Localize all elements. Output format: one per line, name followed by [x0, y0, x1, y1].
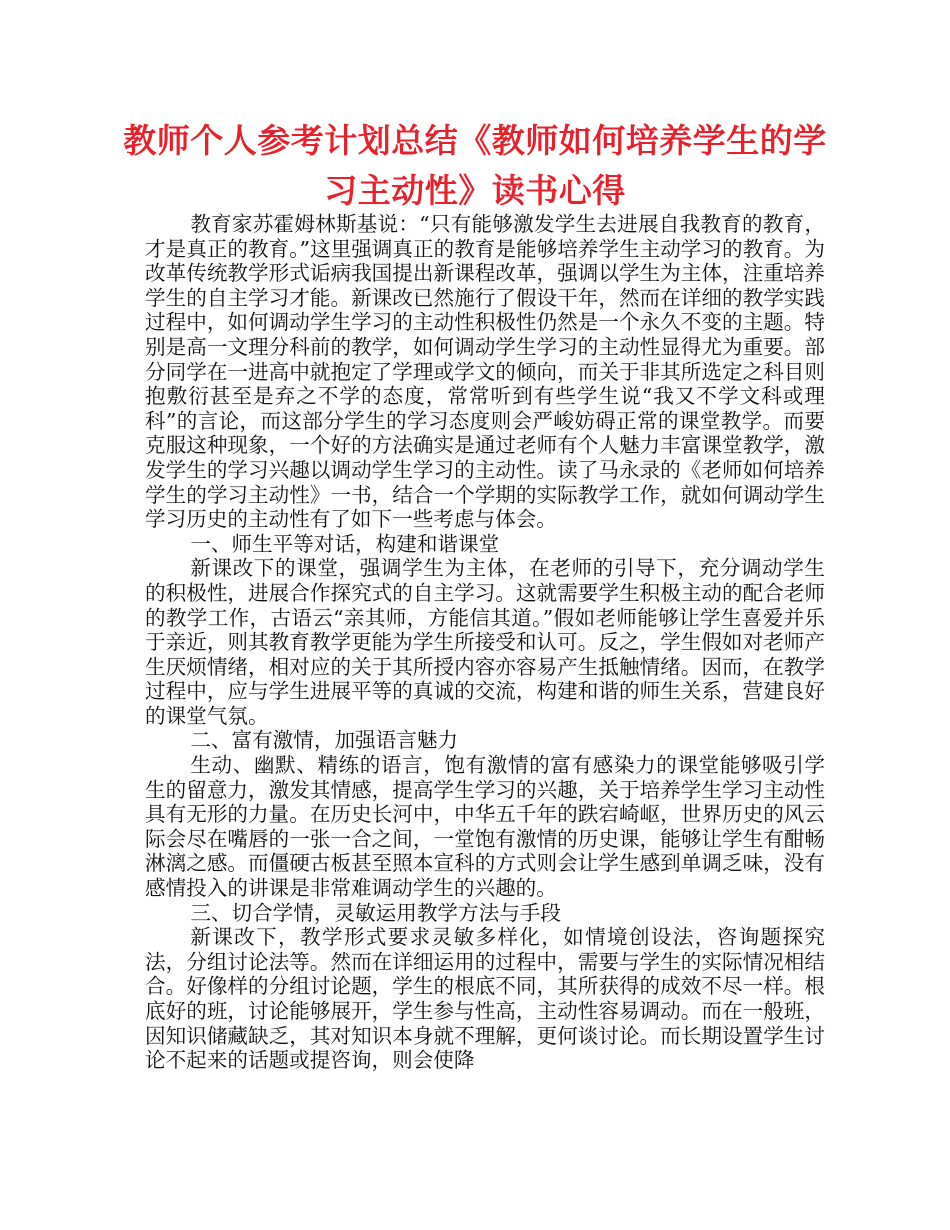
paragraph-intro: 教育家苏霍姆林斯基说：“只有能够激发学生去进展自我教育的教育，才是真正的教育。”这里强调真正的教育是能够培养学生主动学习的教育。为改革传统教学形式诟病我国提出新课程改革，强调以学生为主体，注重培养学生的自主学习才能。新课改已然施行了假设干年，然而在详细的教学实践过程中，如何调动学生学习的主动性积极性仍然是一个永久不变的主题。特别是高一文理分科前的教学，如何调动学生学习的主动性显得尤为重要。部分同学在一进高中就抱定了学理或学文的倾向，而关于非其所选定之科目则抱敷衍甚至是弃之不学的态度，常常听到有些学生说“我又不学文科或理科”的言论，而这部分学生的学习态度则会严峻妨碍正常的课堂教学。而要克服这种现象，一个好的方法确实是通过老师有个人魅力丰富课堂教学，激发学生的学习兴趣以调动学生学习的主动性。读了马永录的《老师如何培养学生的学习主动性》一书，结合一个学期的实际教学工作，就如何调动学生学习历史的主动性有了如下一些考虑与体会。: [145, 212, 825, 532]
paragraph-section-1: 新课改下的课堂，强调学生为主体，在老师的引导下，充分调动学生的积极性，进展合作探究式的自主学习。这就需要学生积极主动的配合老师的教学工作，古语云“亲其师，方能信其道。”假如老师能够让学生喜爱并乐于亲近，则其教育教学更能为学生所接受和认可。反之，学生假如对老师产生厌烦情绪，相对应的关于其所授内容亦容易产生抵触情绪。因而，在教学过程中，应与学生进展平等的真诚的交流，构建和谐的师生关系，营建良好的课堂气氛。: [145, 556, 825, 728]
document-body: [145, 212, 825, 1073]
document-title: 教师个人参考计划总结《教师如何培养学生的学习主动性》读书心得: [123, 121, 827, 210]
paragraph-section-2: 生动、幽默、精练的语言，饱有激情的富有感染力的课堂能够吸引学生的留意力，激发其情感，提高学生学习的兴趣，关于培养学生学习主动性具有无形的力量。在历史长河中，中华五千年的跌宕崎岖，世界历史的风云际会尽在嘴唇的一张一合之间，一堂饱有激情的历史课，能够让学生有酣畅淋漓之感。而僵硬古板甚至照本宣科的方式则会让学生感到单调乏味，没有感情投入的讲课是非常难调动学生的兴趣的。: [145, 753, 825, 901]
section-heading-2: 二、富有激情，加强语言魅力: [190, 728, 459, 753]
section-heading-1: 一、师生平等对话，构建和谐课堂: [190, 531, 500, 556]
paragraph-section-3: 新课改下，教学形式要求灵敏多样化，如情境创设法，咨询题探究法，分组讨论法等。然而在详细运用的过程中，需要与学生的实际情况相结合。好像样的分组讨论题，学生的根底不同，其所获得的成效不尽一样。根底好的班，讨论能够展开，学生参与性高，主动性容易调动。而在一般班，因知识储藏缺乏，其对知识本身就不理解，更何谈讨论。而长期设置学生讨论不起来的话题或提咨询，则会使降: [145, 925, 825, 1073]
section-heading-3: 三、切合学情，灵敏运用教学方法与手段: [190, 900, 561, 925]
